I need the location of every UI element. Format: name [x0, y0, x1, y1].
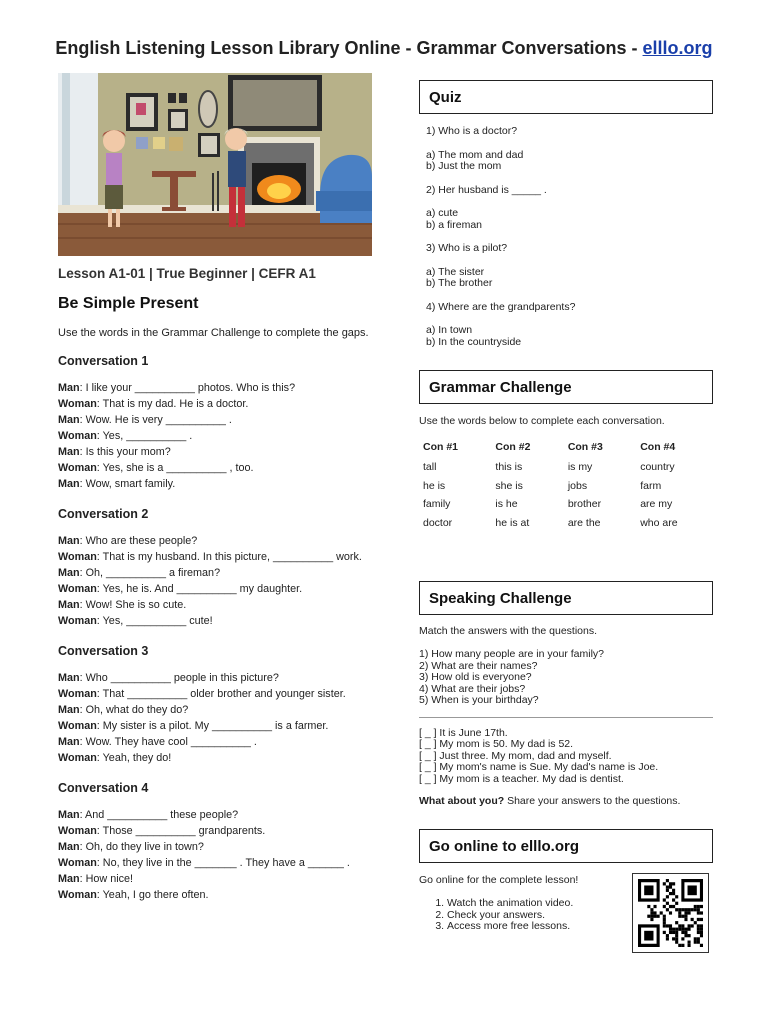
dialogue-line — [58, 871, 398, 887]
conversation-title: Conversation 1 — [58, 354, 149, 368]
speaker-name: Woman — [58, 398, 97, 410]
dialogue-line — [58, 533, 398, 549]
dialogue-text: : I like your __________ photos. Who is this? — [79, 382, 296, 394]
speaking-answer: [ _ ] My mom's name is Sue. My dad's name is Joe. — [419, 761, 659, 773]
quiz-options — [426, 150, 713, 173]
speaker-name: Man — [58, 567, 80, 579]
dialogue-line — [58, 460, 398, 476]
speaker-name: Man — [58, 382, 80, 394]
dialogue-line — [58, 396, 398, 412]
speaker-name: Woman — [58, 752, 97, 764]
conversation-2 — [58, 507, 398, 629]
quiz-heading: Quiz — [419, 80, 713, 114]
grammar-instructions: Use the words below to complete each conversation. — [419, 415, 665, 427]
dialogue-text: : Wow, smart family. — [79, 478, 176, 490]
dialogue-line — [58, 444, 398, 460]
dialogue-text: : That __________ older brother and younger sister. — [96, 688, 346, 700]
speaker-name: Man — [58, 446, 80, 458]
quiz-question: 3) Who is a pilot? — [426, 242, 508, 254]
dialogue-text: : Oh, do they live in town? — [79, 841, 204, 853]
dialogue-text: : And __________ these people? — [79, 809, 239, 821]
dialogue-text: : Oh, what do they do? — [79, 704, 189, 716]
conversation-3 — [58, 644, 398, 766]
speaker-name: Woman — [58, 462, 97, 474]
quiz-question: 1) Who is a doctor? — [426, 125, 518, 137]
speaker-name: Man — [58, 809, 80, 821]
dialogue-text: : Yes, he is. And __________ my daughter. — [96, 583, 303, 595]
grammar-word: doctor — [423, 516, 453, 529]
dialogue-text: : Who are these people? — [79, 535, 198, 547]
speaker-name: Woman — [58, 688, 97, 700]
dialogue-text: : Yeah, I go there often. — [96, 889, 209, 901]
speaker-name: Woman — [58, 583, 97, 595]
speaker-name: Woman — [58, 430, 97, 442]
speaking-footer-bold: What about you? — [419, 795, 505, 807]
speaker-name: Woman — [58, 825, 97, 837]
dialogue-text: : That is my dad. He is a doctor. — [96, 398, 249, 410]
quiz-option-b[interactable]: b) Just the mom — [426, 160, 502, 172]
grammar-word: brother — [567, 498, 602, 511]
dialogue-text: : Oh, __________ a fireman? — [79, 567, 221, 579]
lesson-illustration — [58, 73, 372, 256]
dialogue-line — [58, 702, 398, 718]
conversation-title: Conversation 4 — [58, 781, 149, 795]
speaker-name: Woman — [58, 857, 97, 869]
speaker-name: Woman — [58, 615, 97, 627]
speaker-name: Man — [58, 599, 80, 611]
online-step: 3. Access more free lessons. — [447, 921, 713, 933]
lesson-instructions: Use the words in the Grammar Challenge to complete the gaps. — [58, 327, 369, 339]
dialogue-line — [58, 565, 398, 581]
speaking-questions — [419, 649, 713, 707]
dialogue-text: : Is this your mom? — [79, 446, 171, 458]
dialogue-text: : No, they live in the _______ . They have a ______ . — [96, 857, 350, 869]
dialogue-line — [58, 613, 398, 629]
grammar-word: tall — [423, 461, 437, 474]
speaking-instructions: Match the answers with the questions. — [419, 625, 598, 637]
speaker-name: Woman — [58, 551, 97, 563]
grammar-column-header: Con #3 — [567, 441, 603, 453]
speaking-question: 2) What are their names? — [419, 659, 538, 672]
quiz-options — [426, 267, 713, 290]
quiz-body — [419, 114, 713, 348]
dialogue-line — [58, 476, 398, 492]
grammar-word: he is — [423, 479, 446, 492]
dialogue-text: : Those __________ grandparents. — [96, 825, 266, 837]
conversation-1 — [58, 354, 398, 492]
grammar-word: is my — [567, 461, 593, 474]
dialogue-text: : Yes, __________ . — [96, 430, 193, 442]
dialogue-line — [58, 686, 398, 702]
speaker-name: Woman — [58, 889, 97, 901]
speaker-name: Man — [58, 672, 80, 684]
dialogue-text: : My sister is a pilot. My __________ is a farmer. — [96, 720, 329, 732]
dialogue-line — [58, 597, 398, 613]
speaking-question: 4) What are their jobs? — [419, 682, 526, 695]
dialogue-line — [58, 823, 398, 839]
quiz-option-b[interactable]: b) In the countryside — [426, 335, 522, 348]
quiz-option-a[interactable]: a) In town — [426, 324, 473, 336]
dialogue-text: : Wow. They have cool __________ . — [79, 736, 257, 748]
dialogue-text: : Yeah, they do! — [96, 752, 172, 764]
elllo-link[interactable]: elllo.org — [642, 38, 713, 58]
speaking-question: 1) How many people are in your family? — [419, 648, 605, 660]
grammar-table — [419, 441, 713, 533]
page-header — [0, 38, 768, 59]
quiz-question: 2) Her husband is _____ . — [426, 183, 547, 196]
dialogue-line — [58, 549, 398, 565]
speaking-heading: Speaking Challenge — [419, 581, 713, 615]
speaker-name: Man — [58, 704, 80, 716]
speaking-answer: [ _ ] Just three. My mom, dad and myself. — [419, 749, 612, 762]
online-intro: Go online for the complete lesson! — [419, 874, 579, 886]
speaker-name: Man — [58, 736, 80, 748]
divider — [419, 717, 713, 718]
dialogue-text: : That is my husband. In this picture, __________ work. — [96, 551, 362, 563]
quiz-option-a[interactable]: a) cute — [426, 207, 459, 219]
left-column — [58, 73, 398, 903]
speaker-name: Man — [58, 841, 80, 853]
dialogue-text: : Wow. He is very __________ . — [79, 414, 232, 426]
dialogue-line — [58, 412, 398, 428]
dialogue-line — [58, 734, 398, 750]
dialogue-line — [58, 887, 398, 903]
dialogue-text: : Who __________ people in this picture? — [79, 672, 279, 684]
grammar-column-header: Con #2 — [495, 441, 531, 453]
conversation-title: Conversation 3 — [58, 644, 149, 658]
dialogue-text: : Yes, she is a __________ , too. — [96, 462, 254, 474]
speaker-name: Man — [58, 873, 80, 885]
dialogue-text: : Wow! She is so cute. — [79, 599, 187, 611]
dialogue-line — [58, 428, 398, 444]
grammar-word: are the — [567, 516, 601, 529]
speaking-footer-text: Share your answers to the questions. — [504, 795, 681, 807]
dialogue-text: : How nice! — [79, 873, 134, 885]
grammar-word: this is — [495, 461, 523, 474]
grammar-word: family — [423, 498, 451, 511]
speaking-question: 5) When is your birthday? — [419, 694, 539, 706]
grammar-word: she is — [495, 479, 523, 492]
grammar-word: he is at — [495, 516, 530, 529]
quiz-options — [426, 208, 713, 231]
qr-code[interactable] — [632, 873, 709, 953]
quiz-option-a[interactable]: a) The mom and dad — [426, 148, 524, 161]
grammar-row — [419, 459, 713, 478]
grammar-word: farm — [640, 479, 662, 492]
speaker-name: Man — [58, 414, 80, 426]
speaker-name: Man — [58, 478, 80, 490]
online-step: 2. Check your answers. — [447, 910, 713, 922]
right-column — [419, 80, 713, 933]
online-heading: Go online to elllo.org — [419, 829, 713, 863]
speaking-answers — [419, 728, 713, 786]
grammar-row — [419, 478, 713, 497]
grammar-word: jobs — [567, 479, 588, 492]
page-title: English Listening Lesson Library Online - Grammar Conversations - — [55, 38, 643, 58]
speaking-answer: [ _ ] My mom is 50. My dad is 52. — [419, 738, 574, 750]
grammar-word: is he — [495, 498, 518, 511]
dialogue-line — [58, 581, 398, 597]
conversation-4 — [58, 781, 398, 903]
conversation-title: Conversation 2 — [58, 507, 149, 521]
dialogue-line — [58, 380, 398, 396]
quiz-question: 4) Where are the grandparents? — [426, 300, 576, 313]
speaking-answer: [ _ ] It is June 17th. — [419, 726, 508, 739]
dialogue-line — [58, 807, 398, 823]
grammar-row — [419, 496, 713, 515]
speaking-footer — [419, 795, 713, 807]
quiz-option-b[interactable]: b) The brother — [426, 277, 493, 289]
lesson-meta: Lesson A1-01 | True Beginner | CEFR A1 — [58, 266, 316, 281]
grammar-word: country — [640, 461, 675, 474]
grammar-word: who are — [640, 516, 678, 529]
grammar-column-header: Con #4 — [640, 441, 676, 453]
dialogue-text: : Yes, __________ cute! — [96, 615, 213, 627]
speaking-answer: [ _ ] My mom is a teacher. My dad is dentist. — [419, 772, 624, 785]
speaking-question: 3) How old is everyone? — [419, 671, 532, 683]
dialogue-line — [58, 855, 398, 871]
dialogue-line — [58, 750, 398, 766]
dialogue-line — [58, 670, 398, 686]
grammar-heading: Grammar Challenge — [419, 370, 713, 404]
quiz-option-a[interactable]: a) The sister — [426, 265, 485, 278]
online-step: 1. Watch the animation video. — [447, 898, 713, 910]
dialogue-line — [58, 718, 398, 734]
quiz-options — [426, 325, 713, 348]
conversations-list — [58, 354, 398, 903]
quiz-option-b[interactable]: b) a fireman — [426, 218, 483, 231]
grammar-column-header: Con #1 — [423, 441, 459, 453]
grammar-row — [419, 515, 713, 534]
dialogue-line — [58, 839, 398, 855]
grammar-word: are my — [640, 498, 673, 511]
lesson-title: Be Simple Present — [58, 295, 199, 312]
speaker-name: Man — [58, 535, 80, 547]
speaker-name: Woman — [58, 720, 97, 732]
